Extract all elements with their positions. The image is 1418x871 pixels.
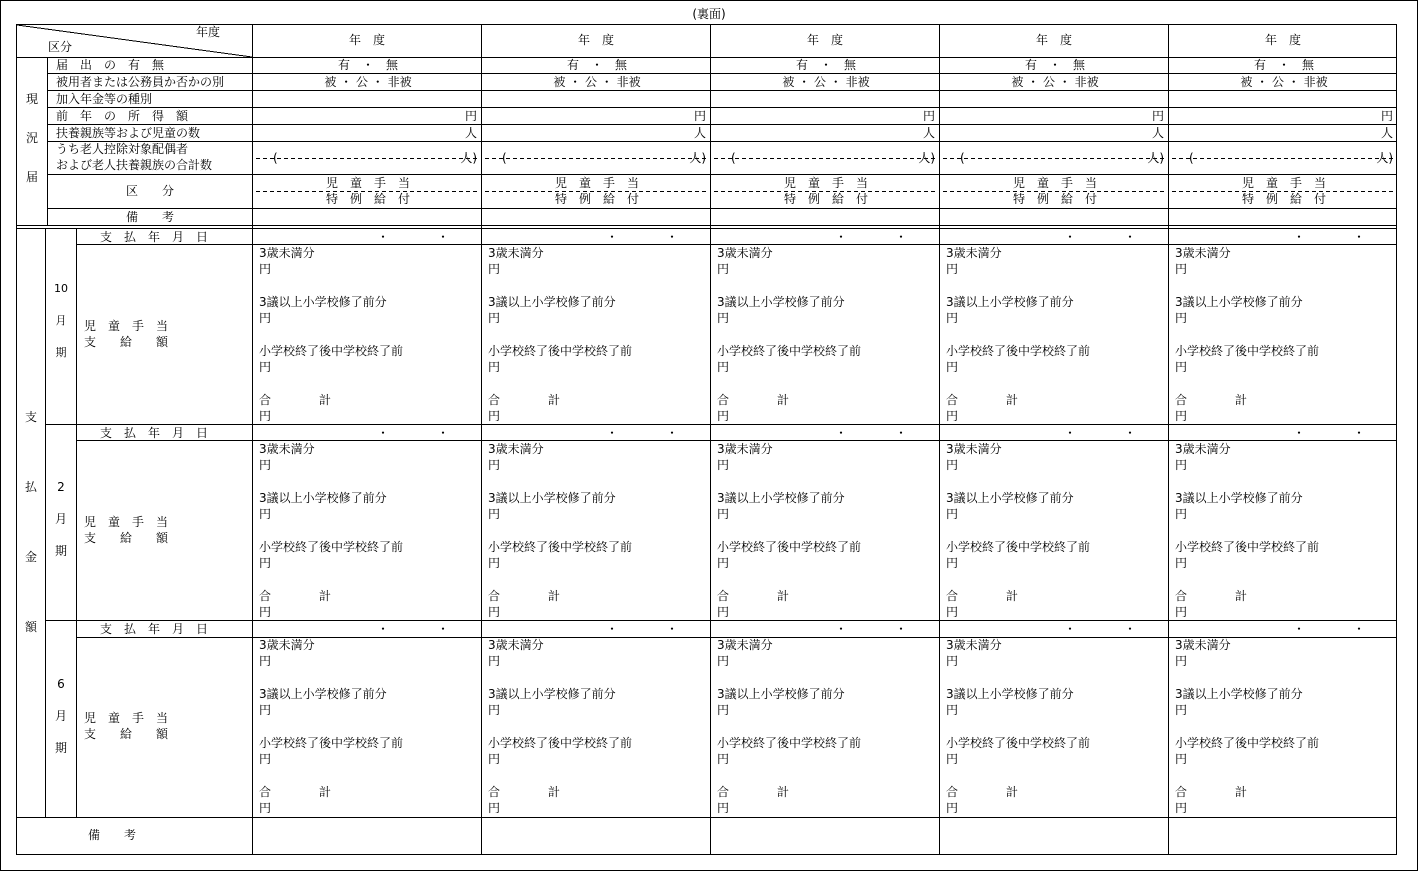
amount-item-unit: 円 (259, 703, 272, 717)
amount-item-name: 3議以上小学校修了前分 (259, 491, 387, 505)
amount-label-2-3: 支 給 額 (84, 727, 169, 741)
amount-item-name: 3歳未満分 (717, 442, 773, 456)
amount-item-unit: 円 (259, 409, 272, 423)
pay-date-value-2-1: ・ ・ (376, 426, 449, 440)
shotoku-unit-4: 円 (1151, 109, 1164, 123)
amount-item-name: 小学校終了後中学校終了前 (259, 344, 404, 358)
pay-date-value-2-2: ・ ・ (605, 426, 678, 440)
amount-item-unit: 円 (1175, 654, 1188, 668)
amount-item-name: 小学校終了後中学校終了前 (717, 540, 862, 554)
todoke-value-1: 有 ・ 無 (337, 58, 398, 72)
amount-item-name: 合 計 (488, 393, 561, 407)
amount-item-name: 3議以上小学校修了前分 (717, 687, 845, 701)
rojin-unit-5: 人) (1376, 151, 1393, 165)
amount-item-unit: 円 (717, 703, 730, 717)
amount-item-name: 3歳未満分 (717, 638, 773, 652)
amount-item-name: 3歳未満分 (488, 246, 544, 260)
amount-item-unit: 円 (946, 409, 959, 423)
amount-item-unit: 円 (259, 752, 272, 766)
amount-item-name: 小学校終了後中学校終了前 (259, 736, 404, 750)
pay-date-label-2: 支 払 年 月 日 (100, 426, 209, 440)
amount-item-name: 小学校終了後中学校終了前 (1175, 540, 1320, 554)
amount-item-unit: 円 (259, 458, 272, 472)
fuyo-unit-2: 人 (693, 126, 706, 140)
period-2-label: 2 月 期 (54, 480, 67, 558)
amount-item-name: 3議以上小学校修了前分 (1175, 295, 1303, 309)
todoke-value-5: 有 ・ 無 (1253, 58, 1314, 72)
pay-date-value-2-3: ・ ・ (834, 426, 907, 440)
row-label-rojin-1: うち老人控除対象配偶者 (56, 142, 189, 156)
amount-item-name: 合 計 (1175, 785, 1248, 799)
genkyo-group-label: 現 況 届 (25, 92, 38, 184)
amount-item-name: 3議以上小学校修了前分 (717, 295, 845, 309)
amount-item-name: 小学校終了後中学校終了前 (488, 344, 633, 358)
pay-date-value-3-5: ・ ・ (1292, 622, 1365, 636)
amount-item-name: 3歳未満分 (1175, 442, 1231, 456)
amount-item-unit: 円 (488, 458, 501, 472)
amount-item-name: 3歳未満分 (1175, 246, 1231, 260)
hiyosha-value-5: 被 ・ 公 ・ 非被 (1240, 75, 1328, 89)
fuyo-unit-1: 人 (464, 126, 477, 140)
amount-item-unit: 円 (717, 507, 730, 521)
pay-date-value-2-5: ・ ・ (1292, 426, 1365, 440)
amount-item-name: 3議以上小学校修了前分 (946, 491, 1074, 505)
amount-item-name: 3議以上小学校修了前分 (946, 295, 1074, 309)
amount-item-name: 合 計 (259, 589, 332, 603)
amount-item-name: 合 計 (488, 589, 561, 603)
pay-date-value-1-1: ・ ・ (376, 230, 449, 244)
amount-item-unit: 円 (259, 605, 272, 619)
amount-item-unit: 円 (488, 556, 501, 570)
amount-item-name: 合 計 (488, 785, 561, 799)
amount-label-1-3: 児 童 手 当 (84, 711, 169, 725)
pay-date-value-1-4: ・ ・ (1063, 230, 1136, 244)
shotoku-unit-3: 円 (922, 109, 935, 123)
amount-item-unit: 円 (1175, 458, 1188, 472)
amount-item-name: 3議以上小学校修了前分 (259, 295, 387, 309)
amount-item-unit: 円 (488, 605, 501, 619)
row-label-todoke: 届 出 の 有 無 (56, 58, 165, 72)
year-header-5: 年 度 (1264, 33, 1301, 47)
amount-item-name: 合 計 (717, 393, 790, 407)
payments-group-label: 支 払 金 額 (24, 410, 37, 634)
kubun-jido-4: 児 童 手 当 (1012, 176, 1097, 190)
kubun-jido-3: 児 童 手 当 (783, 176, 868, 190)
amount-item-name: 小学校終了後中学校終了前 (1175, 344, 1320, 358)
amount-item-unit: 円 (946, 262, 959, 276)
amount-item-name: 3議以上小学校修了前分 (488, 687, 616, 701)
amount-item-unit: 円 (717, 311, 730, 325)
amount-label-1-1: 児 童 手 当 (84, 319, 169, 333)
pay-date-value-3-4: ・ ・ (1063, 622, 1136, 636)
amount-item-name: 3議以上小学校修了前分 (259, 687, 387, 701)
amount-item-unit: 円 (946, 507, 959, 521)
row-label-shotoku: 前 年 の 所 得 額 (56, 109, 189, 123)
fuyo-unit-5: 人 (1380, 126, 1393, 140)
amount-item-name: 小学校終了後中学校終了前 (259, 540, 404, 554)
amount-item-unit: 円 (717, 409, 730, 423)
amount-item-unit: 円 (488, 801, 501, 815)
amount-item-unit: 円 (259, 801, 272, 815)
shotoku-unit-1: 円 (464, 109, 477, 123)
pay-date-value-3-2: ・ ・ (605, 622, 678, 636)
kubun-tokurei-5: 特 例 給 付 (1241, 192, 1326, 206)
amount-item-unit: 円 (717, 262, 730, 276)
amount-item-name: 合 計 (259, 393, 332, 407)
pay-date-value-1-2: ・ ・ (605, 230, 678, 244)
amount-item-name: 3議以上小学校修了前分 (717, 491, 845, 505)
amount-item-unit: 円 (717, 654, 730, 668)
amount-item-unit: 円 (1175, 360, 1188, 374)
amount-item-unit: 円 (717, 556, 730, 570)
amount-item-name: 小学校終了後中学校終了前 (946, 540, 1091, 554)
pay-date-value-3-1: ・ ・ (376, 622, 449, 636)
amount-item-name: 3議以上小学校修了前分 (946, 687, 1074, 701)
rojin-unit-1: 人) (460, 151, 477, 165)
amount-item-name: 合 計 (946, 589, 1019, 603)
amount-item-name: 3歳未満分 (259, 638, 315, 652)
amount-item-name: 3議以上小学校修了前分 (488, 491, 616, 505)
amount-item-name: 3議以上小学校修了前分 (1175, 687, 1303, 701)
period-10-label: 10 月 期 (54, 282, 68, 359)
amount-item-name: 小学校終了後中学校終了前 (717, 736, 862, 750)
pay-date-label-3: 支 払 年 月 日 (100, 622, 209, 636)
rojin-unit-2: 人) (689, 151, 706, 165)
amount-item-unit: 円 (717, 752, 730, 766)
todoke-value-4: 有 ・ 無 (1024, 58, 1085, 72)
amount-item-name: 3歳未満分 (488, 638, 544, 652)
pay-date-value-1-5: ・ ・ (1292, 230, 1365, 244)
amount-item-name: 合 計 (717, 785, 790, 799)
amount-item-name: 3歳未満分 (717, 246, 773, 260)
year-header-2: 年 度 (577, 33, 614, 47)
amount-item-unit: 円 (1175, 605, 1188, 619)
shotoku-unit-5: 円 (1380, 109, 1393, 123)
amount-item-unit: 円 (717, 605, 730, 619)
amount-item-unit: 円 (717, 801, 730, 815)
amount-item-unit: 円 (946, 654, 959, 668)
amount-item-name: 合 計 (259, 785, 332, 799)
amount-item-unit: 円 (488, 262, 501, 276)
amount-item-unit: 円 (717, 458, 730, 472)
pay-date-value-3-3: ・ ・ (834, 622, 907, 636)
amount-item-name: 3歳未満分 (488, 442, 544, 456)
amount-item-name: 小学校終了後中学校終了前 (717, 344, 862, 358)
amount-item-unit: 円 (488, 360, 501, 374)
todoke-value-2: 有 ・ 無 (566, 58, 627, 72)
amount-item-name: 小学校終了後中学校終了前 (946, 344, 1091, 358)
shotoku-unit-2: 円 (693, 109, 706, 123)
amount-item-name: 3議以上小学校修了前分 (488, 295, 616, 309)
amount-item-name: 合 計 (1175, 589, 1248, 603)
amount-item-unit: 円 (1175, 409, 1188, 423)
amount-item-name: 3議以上小学校修了前分 (1175, 491, 1303, 505)
hiyosha-value-2: 被 ・ 公 ・ 非被 (553, 75, 641, 89)
amount-item-name: 3歳未満分 (946, 442, 1002, 456)
amount-item-name: 3歳未満分 (259, 442, 315, 456)
page-title: (裏面) (692, 7, 726, 21)
amount-item-unit: 円 (946, 605, 959, 619)
amount-item-unit: 円 (488, 752, 501, 766)
kubun-jido-5: 児 童 手 当 (1241, 176, 1326, 190)
amount-item-unit: 円 (259, 556, 272, 570)
kubun-tokurei-1: 特 例 給 付 (325, 192, 410, 206)
amount-item-name: 小学校終了後中学校終了前 (488, 736, 633, 750)
amount-item-unit: 円 (1175, 507, 1188, 521)
row-label-rojin-2: および老人扶養親族の合計数 (56, 158, 213, 172)
amount-item-name: 小学校終了後中学校終了前 (946, 736, 1091, 750)
amount-item-unit: 円 (1175, 801, 1188, 815)
rojin-unit-3: 人) (918, 151, 935, 165)
amount-item-name: 小学校終了後中学校終了前 (488, 540, 633, 554)
amount-item-name: 3歳未満分 (946, 246, 1002, 260)
amount-item-unit: 円 (717, 360, 730, 374)
hiyosha-value-3: 被 ・ 公 ・ 非被 (782, 75, 870, 89)
header-nendo: 年度 (196, 25, 221, 39)
year-header-3: 年 度 (806, 33, 843, 47)
amount-item-name: 3歳未満分 (259, 246, 315, 260)
amount-item-unit: 円 (1175, 752, 1188, 766)
kubun-tokurei-2: 特 例 給 付 (554, 192, 639, 206)
row-label-kubun: 区 分 (125, 184, 174, 198)
amount-item-unit: 円 (1175, 311, 1188, 325)
pay-date-label-1: 支 払 年 月 日 (100, 230, 209, 244)
amount-item-unit: 円 (946, 458, 959, 472)
amount-item-unit: 円 (259, 311, 272, 325)
amount-item-unit: 円 (1175, 703, 1188, 717)
row-label-biko: 備 考 (125, 210, 174, 224)
year-header-1: 年 度 (348, 33, 385, 47)
pay-date-value-2-4: ・ ・ (1063, 426, 1136, 440)
amount-item-name: 合 計 (946, 785, 1019, 799)
amount-item-unit: 円 (1175, 556, 1188, 570)
kubun-tokurei-3: 特 例 給 付 (783, 192, 868, 206)
amount-item-unit: 円 (259, 507, 272, 521)
row-label-nenkin: 加入年金等の種別 (56, 92, 153, 106)
amount-item-unit: 円 (1175, 262, 1188, 276)
amount-label-2-2: 支 給 額 (84, 531, 169, 545)
amount-item-unit: 円 (259, 360, 272, 374)
amount-item-unit: 円 (488, 311, 501, 325)
amount-item-name: 合 計 (946, 393, 1019, 407)
year-header-4: 年 度 (1035, 33, 1072, 47)
kubun-jido-2: 児 童 手 当 (554, 176, 639, 190)
amount-item-unit: 円 (259, 262, 272, 276)
hiyosha-value-1: 被 ・ 公 ・ 非被 (324, 75, 412, 89)
hiyosha-value-4: 被 ・ 公 ・ 非被 (1011, 75, 1099, 89)
pay-date-value-1-3: ・ ・ (834, 230, 907, 244)
amount-item-unit: 円 (946, 801, 959, 815)
todoke-value-3: 有 ・ 無 (795, 58, 856, 72)
kubun-tokurei-4: 特 例 給 付 (1012, 192, 1097, 206)
amount-item-unit: 円 (488, 409, 501, 423)
fuyo-unit-3: 人 (922, 126, 935, 140)
kubun-jido-1: 児 童 手 当 (325, 176, 410, 190)
rojin-open-1: ( (273, 151, 278, 165)
amount-item-unit: 円 (946, 556, 959, 570)
amount-item-name: 3歳未満分 (1175, 638, 1231, 652)
fuyo-unit-4: 人 (1151, 126, 1164, 140)
amount-item-name: 合 計 (717, 589, 790, 603)
header-kubun: 区分 (48, 40, 73, 54)
amount-item-unit: 円 (488, 703, 501, 717)
period-6-label: 6 月 期 (54, 677, 67, 755)
amount-item-unit: 円 (946, 311, 959, 325)
amount-item-name: 3歳未満分 (946, 638, 1002, 652)
rojin-open-5: ( (1189, 151, 1194, 165)
rojin-open-2: ( (502, 151, 507, 165)
rojin-open-4: ( (960, 151, 965, 165)
amount-item-name: 合 計 (1175, 393, 1248, 407)
amount-label-1-2: 児 童 手 当 (84, 515, 169, 529)
amount-item-unit: 円 (488, 507, 501, 521)
row-label-hiyosha: 被用者または公務員か否かの別 (56, 75, 225, 89)
rojin-open-3: ( (731, 151, 736, 165)
amount-item-unit: 円 (259, 654, 272, 668)
rojin-unit-4: 人) (1147, 151, 1164, 165)
amount-item-unit: 円 (946, 752, 959, 766)
amount-item-unit: 円 (488, 654, 501, 668)
amount-item-unit: 円 (946, 360, 959, 374)
amount-item-name: 小学校終了後中学校終了前 (1175, 736, 1320, 750)
row-label-fuyo: 扶養親族等および児童の数 (56, 126, 201, 140)
amount-item-unit: 円 (946, 703, 959, 717)
amount-label-2-1: 支 給 額 (84, 335, 169, 349)
remarks-label: 備 考 (88, 828, 137, 842)
